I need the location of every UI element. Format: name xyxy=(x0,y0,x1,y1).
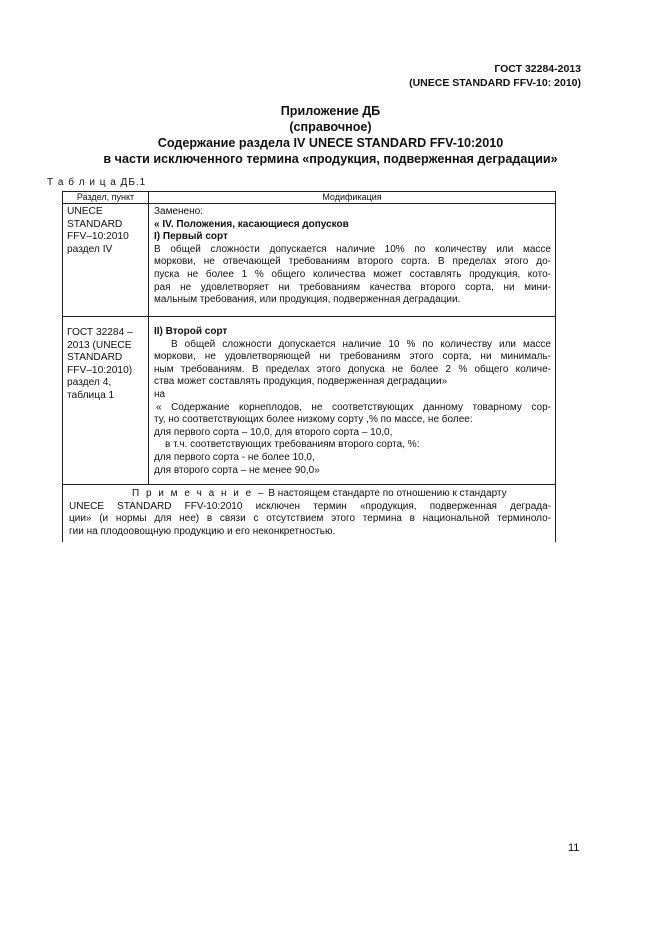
modification-cell-replaced xyxy=(149,204,556,317)
appendix-subject: Содержание раздела IV UNECE STANDARD FFV-10:2010 xyxy=(157,136,504,150)
text-line: для второго сорта – не менее 90,0» xyxy=(154,464,320,476)
note-label: П р и м е ч а н и е – xyxy=(132,488,266,499)
section-line: таблица 1 xyxy=(67,389,115,401)
appendix-scope: в части исключенного термина «продукция, подверженная деградации» xyxy=(103,152,558,166)
unece-reference: (UNECE STANDARD FFV-10: 2010) xyxy=(409,77,581,89)
section-line: раздел 4, xyxy=(67,377,112,388)
text-line: ства может составлять продукция, подверженная деградации» xyxy=(154,376,448,388)
text-line: « Содержание корнеплодов, не соответствующих данному товарному сор- xyxy=(156,401,551,413)
page-number: 11 xyxy=(568,842,580,854)
note-line: гии на плодоовощную продукцию и его неконкретностью. xyxy=(69,525,336,537)
note-cell xyxy=(63,485,556,543)
text-line: рая не удовлетворяет ни требованиям качества второго сорта, ни мини- xyxy=(154,281,551,293)
table-label: Т а б л и ц а ДБ.1 xyxy=(47,177,147,188)
section-cell-unece xyxy=(63,204,149,317)
column-header-modification: Модификация xyxy=(149,192,556,204)
text-line: мальным требования, или продукция, подверженная деградации. xyxy=(154,294,461,306)
column-header-section: Раздел, пункт xyxy=(63,192,149,204)
table-header-row xyxy=(63,192,556,204)
text-line: В общей сложности допускается наличие 10 % по количеству или массе xyxy=(171,338,551,350)
modification-cell-second-grade xyxy=(149,317,556,485)
text-line: моркови, не отвечающей требованиям второго сорта. В пределах этого до- xyxy=(154,256,551,268)
text-line: моркови, не удовлетворяющей ни требованиям этого сорта, ни минималь- xyxy=(154,351,551,363)
note-text: В настоящем стандарте по отношению к стандарту xyxy=(268,488,507,499)
section-line: 2013 (UNECE xyxy=(67,339,132,351)
section-line: раздел IV xyxy=(67,243,113,255)
replaced-label: Заменено: xyxy=(154,206,203,217)
table-note-row xyxy=(63,485,556,543)
appendix-title: Приложение ДБ xyxy=(280,104,381,118)
text-line: для первого сорта – 10,0, для второго сорта – 10,0, xyxy=(154,426,393,438)
standard-number: ГОСТ 32284-2013 xyxy=(494,63,581,75)
note-line: ции» (и нормы для нее) в связи с отсутствием этого термина в национальной терминоло- xyxy=(69,513,551,525)
section-line: STANDARD xyxy=(67,218,123,230)
text-line: ту, но соответствующих более низкому сорту ,% по массе, не более: xyxy=(154,414,473,426)
table-row xyxy=(63,317,556,485)
text-line: для первого сорта - не более 10,0, xyxy=(154,451,315,463)
section-line: FFV–10:2010 xyxy=(67,231,129,242)
text-line: в т.ч. соответствующих требованиям второго сорта, %: xyxy=(165,439,420,451)
appendix-kind: (справочное) xyxy=(289,120,372,134)
note-line: UNECE STANDARD FFV-10:2010 исключен термин «продукция, подверженная деграда- xyxy=(69,500,551,512)
section-line: STANDARD xyxy=(67,352,123,363)
section-line: FFV–10:2010) xyxy=(67,364,133,376)
section-cell-gost xyxy=(63,317,149,485)
note-first-line xyxy=(69,488,551,501)
text-line: ным требованиям. В пределах этого допуска не более 2 % общего количе- xyxy=(154,363,551,375)
second-grade-heading: II) Второй сорт xyxy=(154,326,228,337)
section-line: UNECE xyxy=(67,206,103,217)
first-grade-heading: I) Первый сорт xyxy=(154,231,228,243)
text-line: пуска не более 1 % общего количества может составлять продукция, кото- xyxy=(154,268,551,280)
on-word: на xyxy=(154,388,166,400)
section-line: ГОСТ 32284 – xyxy=(67,327,133,338)
text-line: В общей сложности допускается наличие 10% по количеству или массе xyxy=(154,243,551,255)
modification-table xyxy=(62,191,556,542)
section-heading: « IV. Положения, касающиеся допусков xyxy=(154,218,349,230)
table-row xyxy=(63,204,556,317)
